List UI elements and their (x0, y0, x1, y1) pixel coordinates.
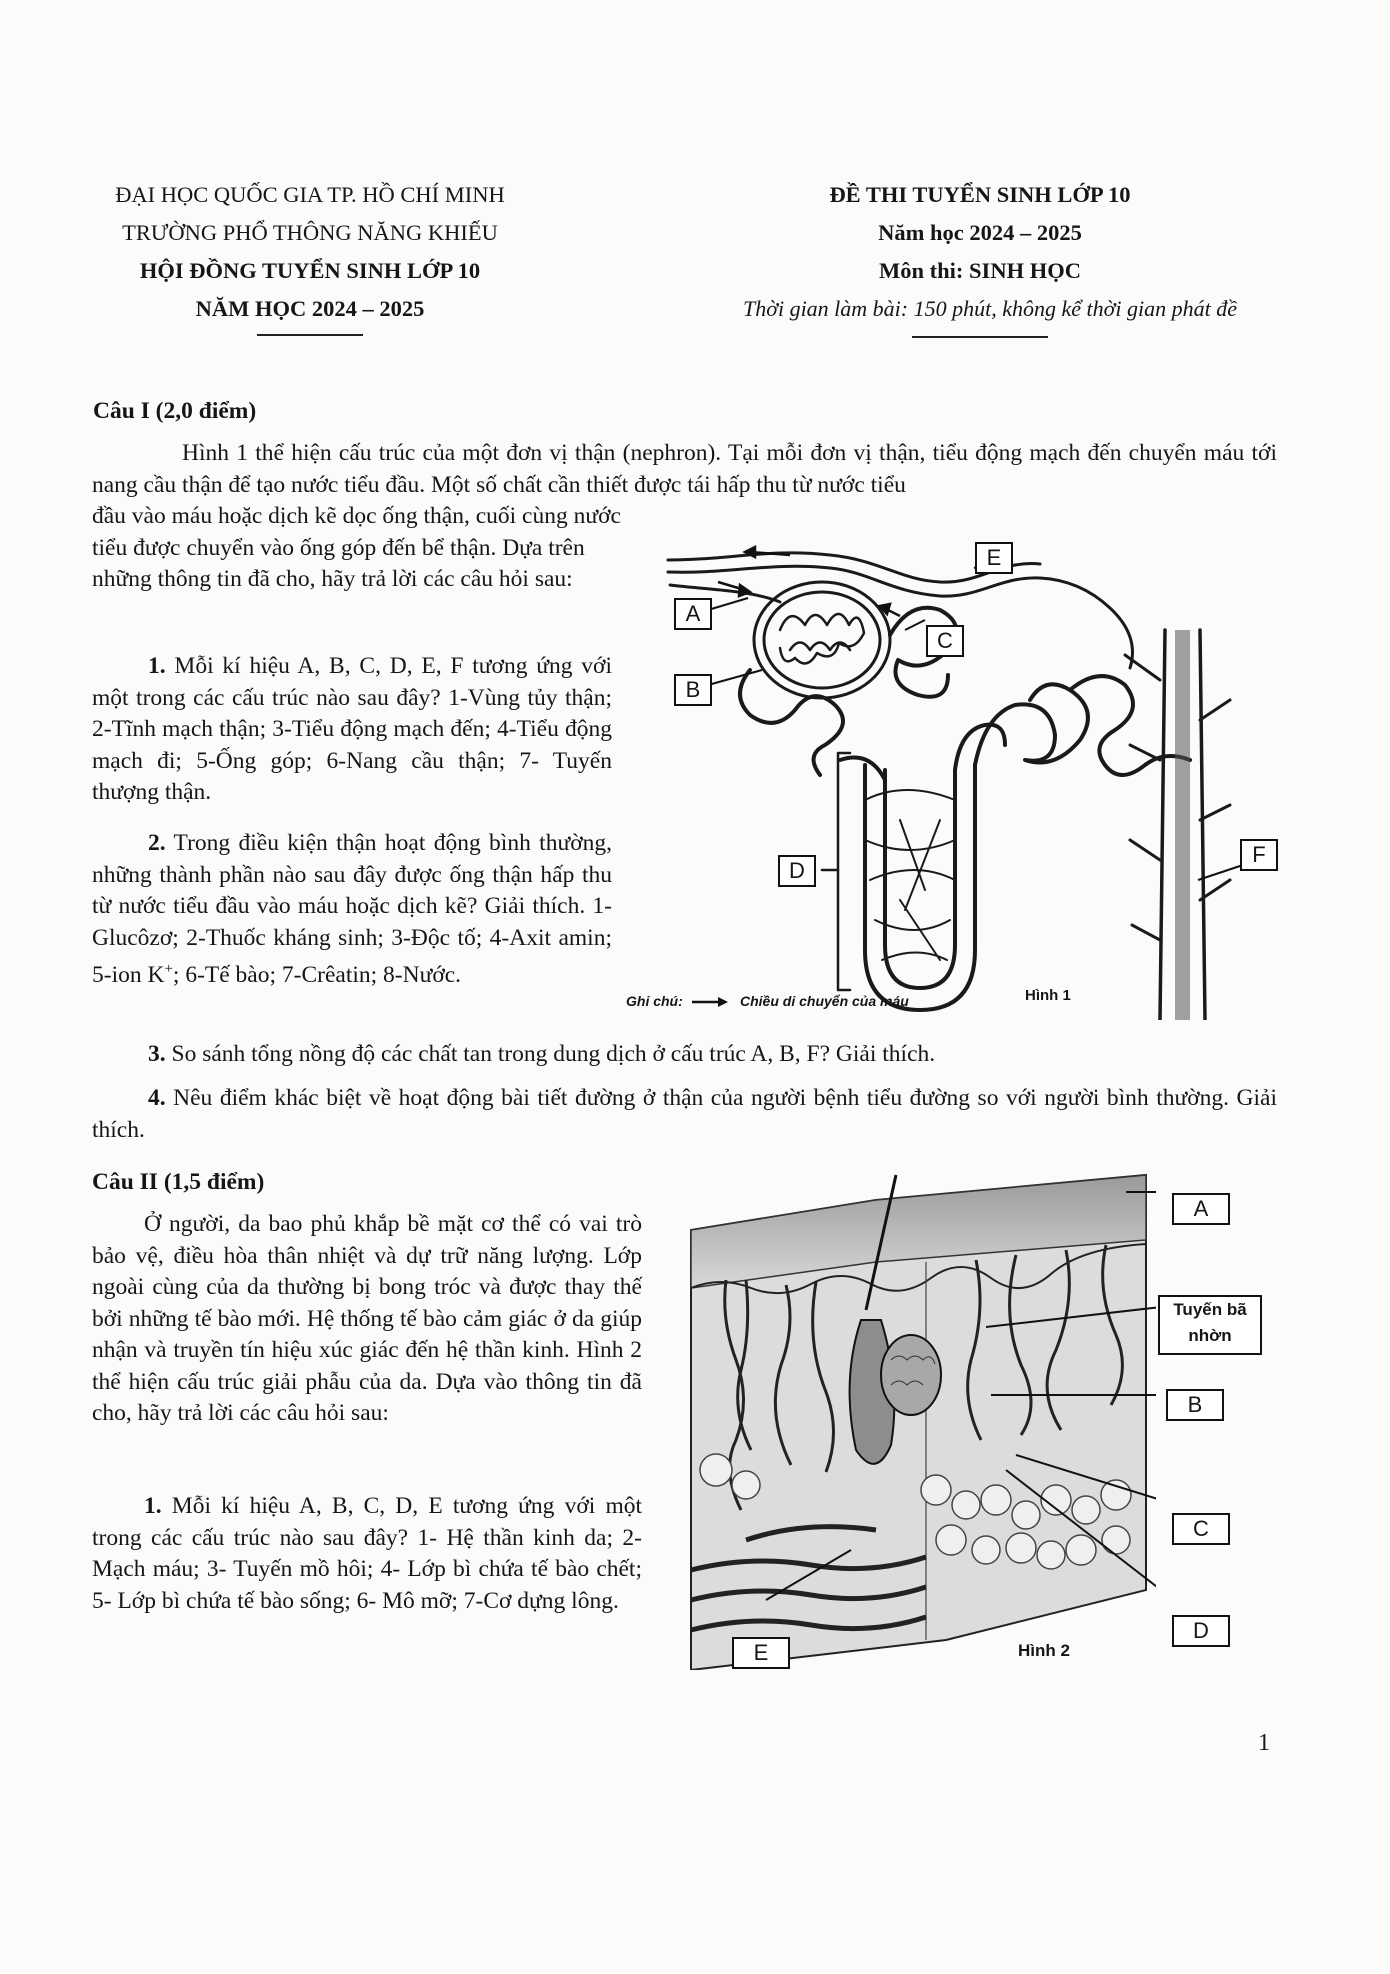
figure-1-label-d: D (778, 855, 816, 887)
nephron-figure (600, 520, 1290, 1020)
item-number: 4. (148, 1085, 166, 1111)
header-left-rule (257, 334, 363, 336)
figure-2-label-b: B (1166, 1389, 1224, 1421)
figure-1-label-c: C (926, 625, 964, 657)
figure-1-note-label: Ghi chú: (626, 993, 683, 1009)
item-text: Mỗi kí hiệu A, B, C, D, E, F tương ứng với một trong các cấu trúc nào sau đây? 1-Vùng tủy thận; 2-Tĩnh mạch thận; 3-Tiểu động mạch đến; 4-Tiểu động mạch đi; 5-Ống góp; 6-Nang cầu thận; 7- Tuyến thượng thận. (92, 653, 613, 805)
figure-1-label-f: F (1240, 839, 1278, 871)
question-2-intro: Ở người, da bao phủ khắp bề mặt cơ thể có vai trò bảo vệ, điều hòa thân nhiệt và dự trữ năng lượng. Lớp ngoài cùng của da thường bị bong tróc và được thay thế bởi những tế bào mới. Hệ thống tế bào cảm giác ở da giúp nhận và truyền tín hiệu xúc giác đến hệ thần kinh. Hình 2 thể hiện cấu trúc giải phẫu của da. Dựa vào thông tin đã cho, hãy trả lời các câu hỏi sau: (92, 1211, 642, 1426)
school-name: TRƯỜNG PHỔ THÔNG NĂNG KHIẾU (122, 220, 498, 245)
question-1-item-2 (92, 828, 612, 991)
figure-2-label-a: A (1172, 1193, 1230, 1225)
question-1-intro-cont: đầu vào máu hoặc dịch kẽ dọc ống thận, cuối cùng nước tiểu được chuyển vào ống góp đến bể thận. Dựa trên những thông tin đã cho, hãy trả lời các câu hỏi sau: (92, 503, 621, 592)
figure-2-label-e: E (732, 1637, 790, 1669)
item-number: 1. (148, 653, 166, 679)
question-1-item-4 (92, 1083, 1277, 1146)
question-1-title: Câu I (2,0 điểm) (93, 398, 257, 424)
question-1-intro: Hình 1 thể hiện cấu trúc của một đơn vị thận (nephron). Tại mỗi đơn vị thận, tiểu động mạch đến chuyển máu tới nang cầu thận để tạo nước tiểu đầu. Một số chất cần thiết được tái hấp thu từ nước tiểu (92, 440, 1277, 498)
question-1-item-1 (92, 651, 612, 809)
figure-1-label-b: B (674, 674, 712, 706)
gland-label-line-2: nhờn (1188, 1326, 1232, 1345)
figure-1-label-a: A (674, 598, 712, 630)
figure-2-label-c: C (1172, 1513, 1230, 1545)
institution-name: ĐẠI HỌC QUỐC GIA TP. HỒ CHÍ MINH (115, 182, 505, 207)
figure-1-note-text: Chiều di chuyển của máu (740, 993, 909, 1009)
item-number: 2. (148, 830, 166, 856)
loop-of-henle (865, 765, 975, 1010)
exam-year: Năm học 2024 – 2025 (878, 220, 1082, 245)
item-number: 3. (148, 1041, 166, 1067)
page-number: 1 (1258, 1730, 1270, 1756)
question-2-title: Câu II (1,5 điểm) (92, 1169, 265, 1195)
figure-2-caption: Hình 2 (1018, 1641, 1070, 1660)
superscript-plus: + (164, 961, 173, 977)
item-text: So sánh tổng nồng độ các chất tan trong dung dịch ở cấu trúc A, B, F? Giải thích. (171, 1041, 936, 1067)
header-right-rule (912, 336, 1048, 338)
question-2-item-1 (92, 1491, 642, 1617)
arrow-icon (690, 996, 730, 1008)
item-text-tail: ; 6-Tế bào; 7-Crêatin; 8-Nước. (172, 961, 462, 988)
figure-2-label-d: D (1172, 1615, 1230, 1647)
item-text: Nêu điểm khác biệt về hoạt động bài tiết đường ở thận của người bệnh tiểu đường so với người bình thường. Giải thích. (92, 1085, 1277, 1143)
item-number: 1. (144, 1493, 162, 1519)
item-text: Mỗi kí hiệu A, B, C, D, E tương ứng với một trong các cấu trúc nào sau đây? 1- Hệ thần kinh da; 2- Mạch máu; 3- Tuyến mồ hôi; 4- Lớp bì chứa tế bào chết; 5- Lớp bì chứa tế bào sống; 6- Mô mỡ; 7-Cơ dựng lông. (92, 1493, 642, 1614)
exam-title: ĐỀ THI TUYỂN SINH LỚP 10 (829, 182, 1131, 207)
gland-label-line-1: Tuyến bã (1173, 1300, 1247, 1319)
figure-1-label-e: E (975, 542, 1013, 574)
figure-1-caption: Hình 1 (1025, 987, 1071, 1004)
exam-subject: Môn thi: SINH HỌC (879, 258, 1081, 283)
item-text: Trong điều kiện thận hoạt động bình thường, những thành phần nào sau đây được ống thận hấp thu từ nước tiểu đầu vào máu hoặc dịch kẽ? Giải thích. 1-Glucôzơ; 2-Thuốc kháng sinh; 3-Độc tố; 4-Axit amin; 5-ion K (92, 830, 612, 988)
skin-figure (686, 1170, 1156, 1670)
school-year-left: NĂM HỌC 2024 – 2025 (195, 296, 425, 321)
figure-2-gland-label (1158, 1295, 1262, 1355)
glomerular-capsule (754, 582, 890, 698)
council-name: HỘI ĐỒNG TUYỂN SINH LỚP 10 (139, 258, 481, 283)
exam-duration: Thời gian làm bài: 150 phút, không kể thời gian phát đề (742, 296, 1237, 321)
question-1-item-3 (148, 1039, 1278, 1071)
